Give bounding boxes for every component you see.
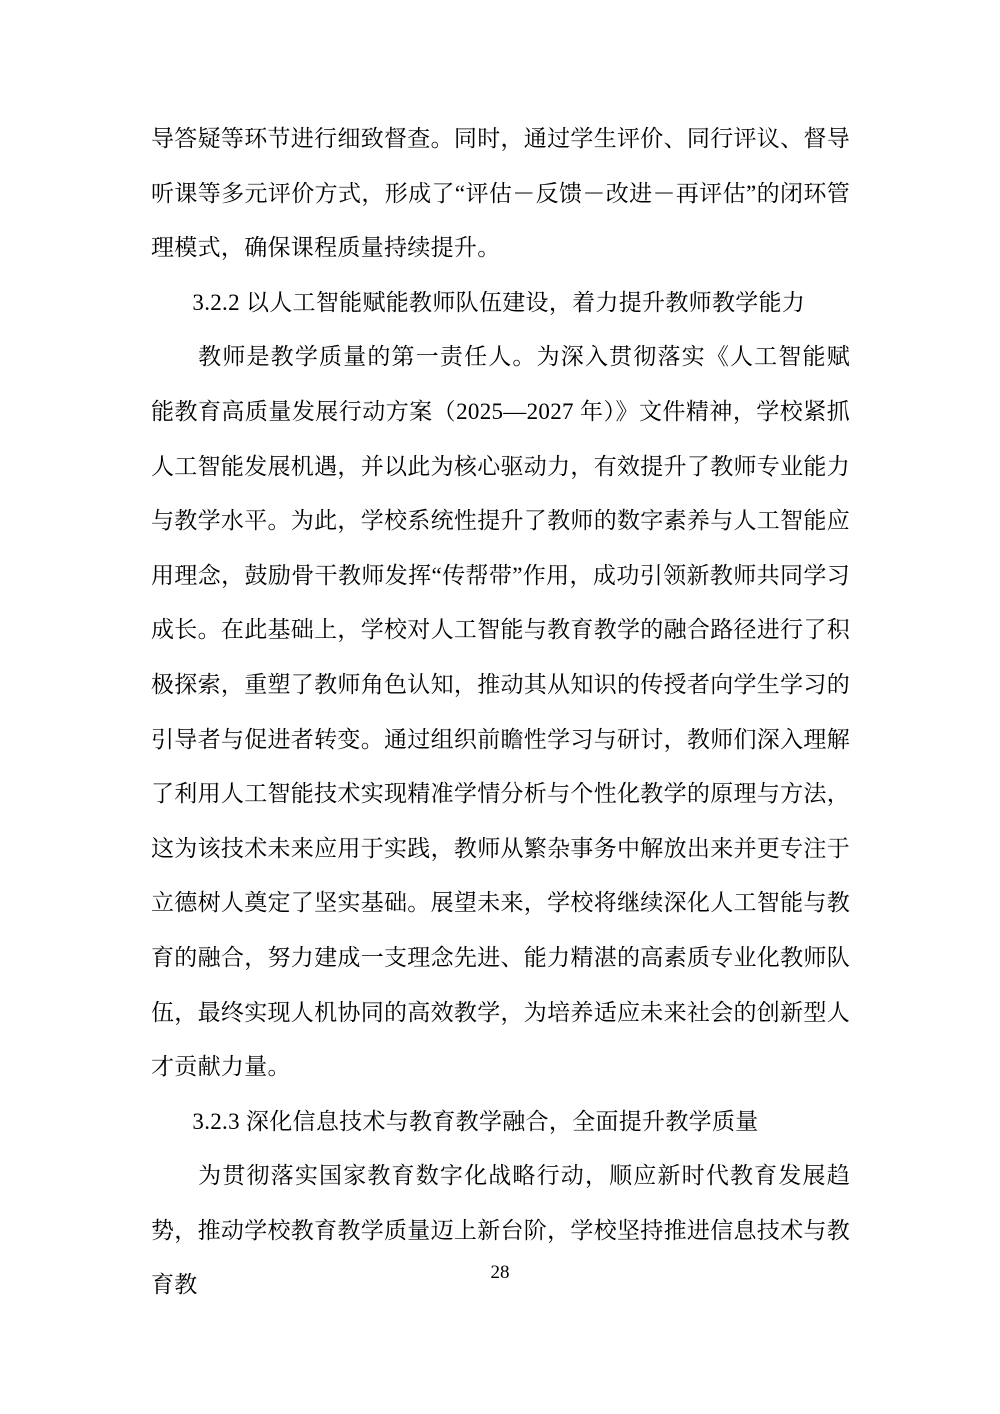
body-paragraph: 导答疑等环节进行细致督查。同时，通过学生评价、同行评议、督导听课等多元评价方式，形成了“评估－反馈－改进－再评估”的闭环管理模式，确保课程质量持续提升。	[151, 126, 850, 261]
section-heading: 3.2.2 以人工智能赋能教师队伍建设，着力提升教师教学能力	[192, 289, 806, 315]
body-paragraph: 教师是教学质量的第一责任人。为深入贯彻落实《人工智能赋能教育高质量发展行动方案（2025—2027 年）》文件精神，学校紧抓人工智能发展机遇，并以此为核心驱动力，有效提升了教师专业能力与教学水平。为此，学校系统性提升了教师的数字素养与人工智能应用理念，鼓励骨干教师发挥“传帮带”作用，成功引领新教师共同学习成长。在此基础上，学校对人工智能与教育教学的融合路径进行了积极探索，重塑了教师角色认知，推动其从知识的传授者向学生学习的引导者与促进者转变。通过组织前瞻性学习与研讨，教师们深入理解了利用人工智能技术实现精准学情分析与个性化教学的原理与方法，这为该技术未来应用于实践，教师从繁杂事务中解放出来并更专注于立德树人奠定了坚实基础。展望未来，学校将继续深化人工智能与教育的融合，努力建成一支理念先进、能力精湛的高素质专业化教师队伍，最终实现人机协同的高效教学，为培养适应未来社会的创新型人才贡献力量。	[151, 344, 850, 1080]
document-body	[151, 112, 850, 1313]
body-paragraph: 为贯彻落实国家教育数字化战略行动，顺应新时代教育发展趋势，推动学校教育教学质量迈上新台阶，学校坚持推进信息技术与教育教	[151, 1163, 850, 1298]
page-footer	[0, 1260, 1000, 1286]
page-number: 28	[490, 1262, 510, 1283]
section-heading: 3.2.3 深化信息技术与教育教学融合，全面提升教学质量	[192, 1108, 759, 1134]
